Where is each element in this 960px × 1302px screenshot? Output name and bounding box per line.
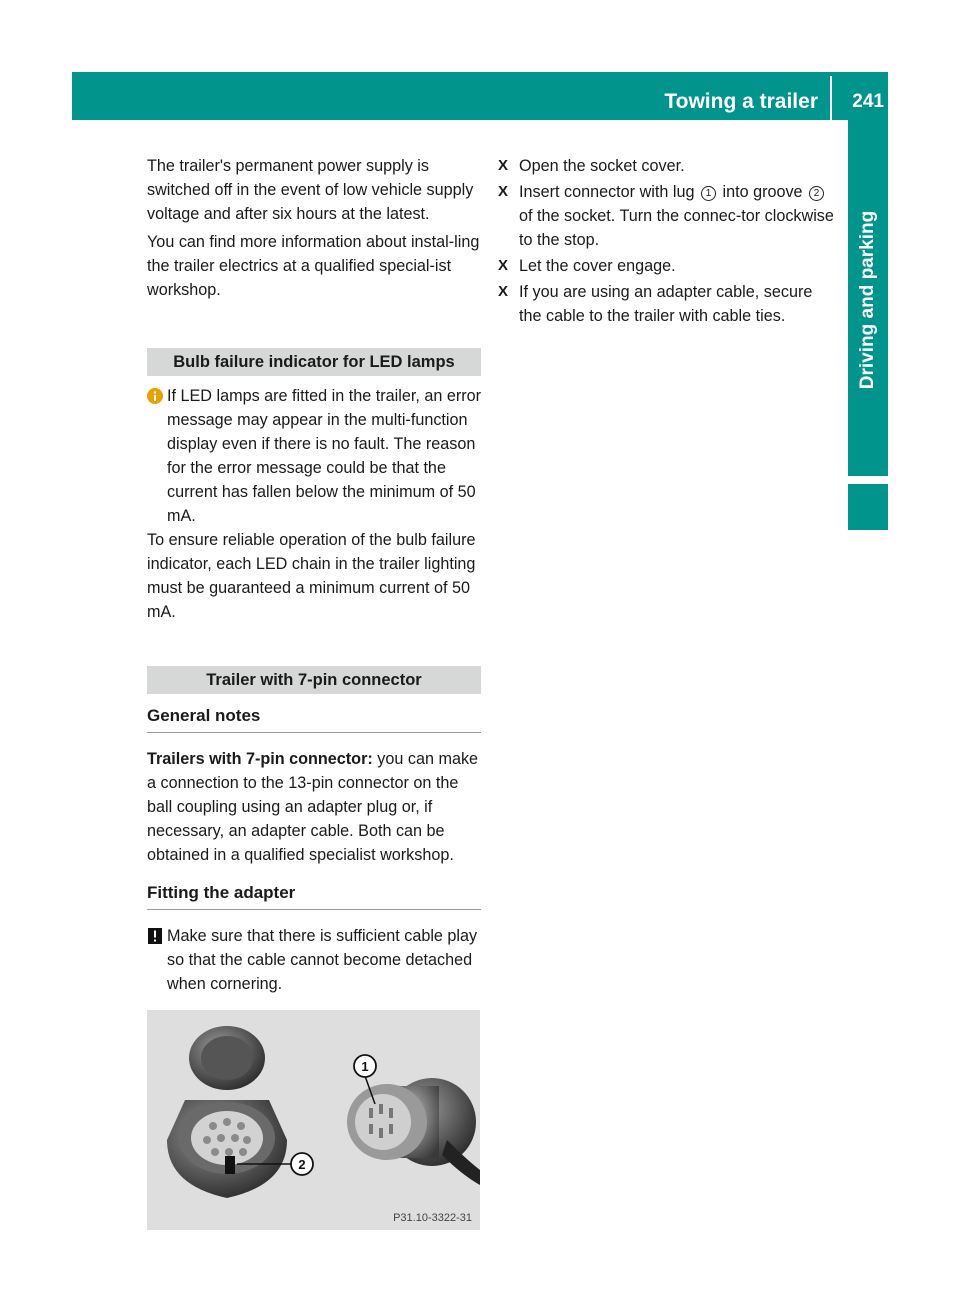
warning-text: Make sure that there is sufficient cable play so that the cable cannot become detached when cornering. <box>167 927 478 993</box>
step-marker-icon: X <box>498 283 509 300</box>
info-note-text: If LED lamps are fitted in the trailer, an error message may appear in the multi-function display even if there is no fault. The reason for the error message could be that the current has fallen below the minimum of 50 mA. <box>167 387 481 525</box>
warning-note <box>147 924 481 996</box>
step-4-text: If you are using an adapter cable, secure the cable to the trailer with cable ties. <box>519 283 813 325</box>
step-marker-icon: X <box>498 157 509 174</box>
general-notes-lead: Trailers with 7-pin connector: <box>147 750 373 768</box>
section-heading-7-pin: Trailer with 7-pin connector <box>147 666 481 694</box>
callout-2-ref: 2 <box>809 186 824 201</box>
socket-illustration <box>147 1010 480 1230</box>
chapter-tab-label: Driving and parking <box>857 210 878 390</box>
step-marker-icon: X <box>498 183 509 200</box>
connector-plug <box>347 1078 480 1185</box>
page-title: Towing a trailer <box>664 90 818 113</box>
step-2-part-c: of the socket. Turn the connec-tor clockwise to the stop. <box>519 207 834 249</box>
subheading-general-notes: General notes <box>147 704 481 733</box>
page-number: 241 <box>852 91 884 112</box>
step-1-text: Open the socket cover. <box>519 157 685 175</box>
socket-figure <box>147 1010 480 1230</box>
chapter-marker <box>848 484 888 530</box>
info-note <box>147 384 481 528</box>
callout-2-label: 2 <box>298 1157 306 1172</box>
step-marker-icon: X <box>498 257 509 274</box>
intro-paragraph-2: You can find more information about instal-ling the trailer electrics at a qualified special-ist workshop. <box>147 233 480 299</box>
warning-icon <box>147 928 163 944</box>
intro-paragraph-1: The trailer's permanent power supply is switched off in the event of low vehicle supply voltage and after six hours at the latest. <box>147 157 474 223</box>
section-heading-bulb-failure: Bulb failure indicator for LED lamps <box>147 348 481 376</box>
bulb-failure-body: To ensure reliable operation of the bulb failure indicator, each LED chain in the trailer lighting must be guaranteed a minimum current of 50 mA. <box>147 531 476 621</box>
info-icon <box>147 388 163 404</box>
step-open-cover <box>498 154 838 178</box>
callout-1-ref: 1 <box>701 186 716 201</box>
chapter-tab <box>848 120 888 476</box>
step-insert-connector <box>498 180 838 252</box>
step-secure-cable <box>498 280 838 328</box>
header-divider <box>830 76 832 120</box>
left-column <box>147 154 481 1230</box>
step-3-text: Let the cover engage. <box>519 257 676 275</box>
step-2-part-a: Insert connector with lug <box>519 183 695 201</box>
callout-1-label: 1 <box>361 1059 369 1074</box>
subheading-fitting-adapter: Fitting the adapter <box>147 881 481 910</box>
socket-body <box>167 1026 287 1198</box>
step-2-text <box>519 180 838 252</box>
figure-code: P31.10-3322-31 <box>393 1212 472 1224</box>
general-notes-text: you can make a connection to the 13-pin connector on the ball coupling using an adapter plug or, if necessary, an adapter cable. Both can be obtained in a qualified specialist workshop. <box>147 750 479 864</box>
step-cover-engage <box>498 254 838 278</box>
general-notes-body <box>147 747 481 867</box>
header-bar <box>72 72 888 120</box>
right-column <box>498 154 838 330</box>
step-2-part-b: into groove <box>722 183 803 201</box>
